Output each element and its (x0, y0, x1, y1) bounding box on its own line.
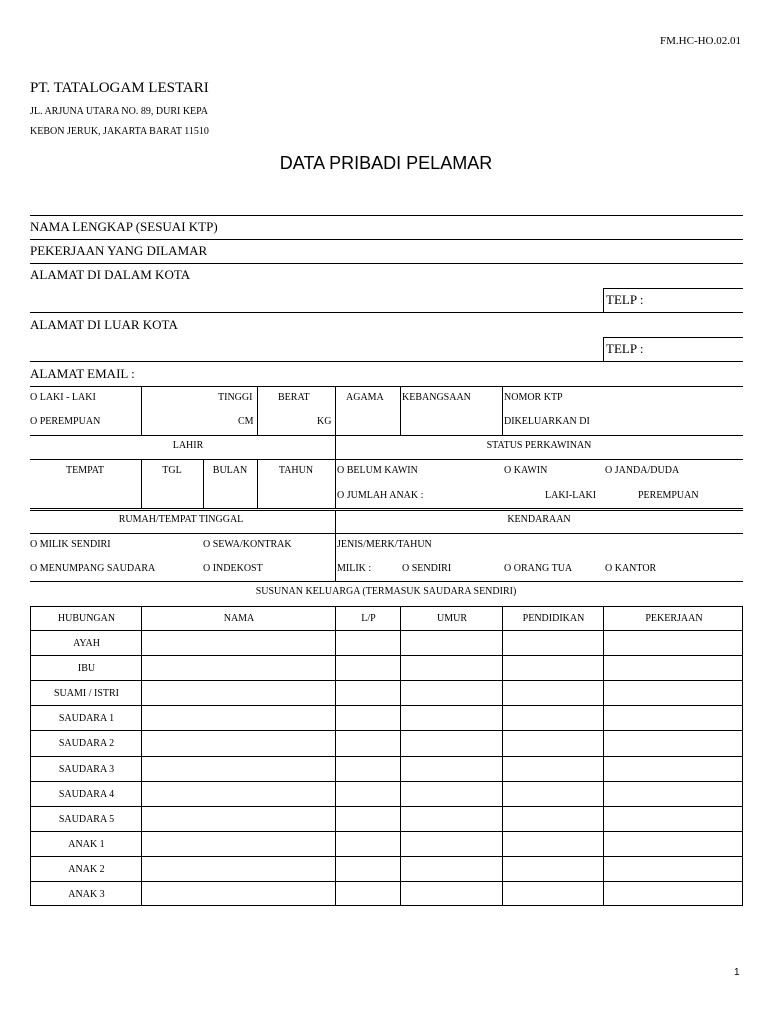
vehicle-office-option[interactable]: O KANTOR (605, 563, 657, 574)
family-table-cell[interactable] (142, 882, 335, 907)
family-table-cell[interactable] (503, 706, 603, 731)
residence-own-option[interactable]: O MILIK SENDIRI (30, 539, 111, 550)
birth-year-label: TAHUN (278, 465, 314, 476)
family-table-cell[interactable] (336, 681, 400, 706)
birth-divider-2 (203, 459, 204, 509)
family-table-cell[interactable] (401, 807, 502, 832)
family-table-cell[interactable] (503, 807, 603, 832)
full-name-label: NAMA LENGKAP (SESUAI KTP) (30, 219, 218, 234)
family-table-cell[interactable] (401, 832, 502, 857)
family-caption: SUSUNAN KELUARGA (TERMASUK SAUDARA SENDIRI) (255, 586, 517, 597)
residence-vehicle-divider (335, 510, 336, 581)
residence-bottom-line (30, 581, 743, 582)
residence-vehicle-subline (30, 533, 743, 534)
family-table-cell[interactable] (604, 656, 743, 681)
personal-bottom-line (30, 435, 743, 436)
family-table (30, 606, 743, 906)
phone-1-top-line (603, 288, 743, 289)
family-table-cell[interactable] (401, 681, 502, 706)
weight-unit: KG (317, 416, 332, 427)
family-table-cell[interactable] (336, 656, 400, 681)
family-table-cell[interactable] (503, 782, 603, 807)
family-row-label: SAUDARA 2 (58, 738, 115, 750)
personal-divider-5 (502, 386, 503, 435)
personal-divider-1 (141, 386, 142, 435)
residence-family-option[interactable]: O MENUMPANG SAUDARA (30, 563, 156, 574)
family-table-cell[interactable] (336, 832, 400, 857)
family-table-cell[interactable] (604, 857, 743, 882)
family-row-label: SUAMI / ISTRI (53, 688, 119, 700)
children-sons-label: LAKI-LAKI (545, 490, 597, 501)
gender-male-option[interactable]: O LAKI - LAKI (30, 392, 96, 403)
family-row-label: SAUDARA 4 (58, 788, 115, 800)
page-number: 1 (734, 967, 740, 978)
family-table-cell[interactable] (401, 631, 502, 656)
family-table-cell[interactable] (503, 656, 603, 681)
family-table-cell[interactable] (401, 757, 502, 782)
family-table-cell[interactable] (336, 782, 400, 807)
family-table-cell[interactable] (336, 857, 400, 882)
family-table-cell[interactable] (401, 656, 502, 681)
family-table-cell[interactable] (336, 807, 400, 832)
religion-label: AGAMA (346, 392, 384, 403)
family-row-label: SAUDARA 5 (58, 813, 115, 825)
family-table-cell[interactable] (142, 857, 335, 882)
vehicle-header: KENDARAAN (507, 514, 571, 525)
family-row-label: SAUDARA 3 (58, 763, 115, 775)
rule-top (30, 215, 743, 216)
family-table-cell[interactable] (142, 782, 335, 807)
birth-bottom-line-a (30, 508, 743, 509)
family-table-cell[interactable] (142, 656, 335, 681)
personal-divider-4 (400, 386, 401, 435)
nationality-label: KEBANGSAAN (402, 392, 471, 403)
family-row-label: ANAK 1 (68, 838, 105, 850)
weight-label: BERAT (278, 392, 310, 403)
family-row-label: AYAH (73, 638, 100, 649)
family-table-cell[interactable] (336, 706, 400, 731)
ktp-number-label: NOMOR KTP (504, 392, 563, 403)
phone-1-divider (603, 288, 604, 312)
company-name: PT. TATALOGAM LESTARI (30, 80, 209, 96)
birth-marital-subline (30, 459, 743, 460)
family-table-cell[interactable] (503, 731, 603, 756)
family-row-label: IBU (77, 663, 96, 675)
family-header-cell: PENDIDIKAN (522, 613, 585, 624)
job-applied-line[interactable] (30, 263, 743, 264)
vehicle-own-option[interactable]: O SENDIRI (402, 563, 452, 574)
job-applied-label: PEKERJAAN YANG DILAMAR (30, 243, 208, 258)
birth-month-label: BULAN (212, 465, 248, 476)
vehicle-type-label: JENIS/MERK/TAHUN (337, 539, 432, 550)
issued-at-label: DIKELUARKAN DI (504, 416, 590, 427)
family-row-label: ANAK 2 (68, 863, 105, 875)
marital-header: STATUS PERKAWINAN (486, 440, 592, 451)
family-table-cell[interactable] (142, 807, 335, 832)
phone-1-label: TELP : (606, 292, 644, 307)
family-row-label: SAUDARA 1 (58, 713, 115, 725)
residence-header: RUMAH/TEMPAT TINGGAL (118, 514, 244, 525)
family-table-cell[interactable] (142, 731, 335, 756)
family-table-cell[interactable] (604, 782, 743, 807)
children-daughters-label: PEREMPUAN (638, 490, 699, 501)
address-in-city-label: ALAMAT DI DALAM KOTA (30, 267, 191, 282)
family-table-cell[interactable] (142, 757, 335, 782)
personal-divider-2 (257, 386, 258, 435)
address-line-2: KEBON JERUK, JAKARTA BARAT 11510 (30, 126, 209, 137)
family-table-cell[interactable] (604, 807, 743, 832)
address-out-city-label: ALAMAT DI LUAR KOTA (30, 317, 178, 332)
family-table-cell[interactable] (503, 882, 603, 907)
marital-single-option[interactable]: O BELUM KAWIN (337, 465, 418, 476)
family-table-cell[interactable] (503, 832, 603, 857)
birth-marital-divider (335, 435, 336, 509)
address-in-city-line[interactable] (30, 312, 743, 313)
family-table-cell[interactable] (142, 706, 335, 731)
family-table-cell[interactable] (401, 882, 502, 907)
family-table-cell[interactable] (503, 631, 603, 656)
family-header-cell: PEKERJAAN (645, 613, 703, 624)
family-table-cell[interactable] (401, 857, 502, 882)
marital-widowed-option[interactable]: O JANDA/DUDA (605, 465, 680, 476)
family-table-cell[interactable] (336, 882, 400, 907)
phone-2-divider (603, 337, 604, 361)
phone-2-label: TELP : (606, 341, 644, 356)
phone-2-top-line (603, 337, 743, 338)
family-table-cell[interactable] (401, 782, 502, 807)
family-table-cell[interactable] (604, 681, 743, 706)
family-table-cell[interactable] (401, 706, 502, 731)
family-header-cell: UMUR (436, 613, 467, 624)
family-table-cell[interactable] (142, 681, 335, 706)
page-title: DATA PRIBADI PELAMAR (279, 153, 493, 173)
email-line[interactable] (30, 386, 743, 387)
family-table-cell[interactable] (142, 832, 335, 857)
residence-boarding-option[interactable]: O INDEKOST (203, 563, 263, 574)
children-count-option[interactable]: O JUMLAH ANAK : (337, 490, 424, 501)
vehicle-parents-option[interactable]: O ORANG TUA (504, 563, 573, 574)
birth-divider-1 (141, 459, 142, 509)
family-table-cell[interactable] (142, 631, 335, 656)
family-table-cell[interactable] (604, 706, 743, 731)
family-table-cell[interactable] (604, 832, 743, 857)
birth-bottom-line-b (30, 510, 743, 511)
family-table-cell[interactable] (503, 757, 603, 782)
family-header-cell: NAMA (223, 613, 255, 624)
form-code: FM.HC-HO.02.01 (660, 35, 741, 47)
family-table-cell[interactable] (336, 757, 400, 782)
personal-divider-3 (335, 386, 336, 435)
family-table-cell[interactable] (604, 631, 743, 656)
address-line-1: JL. ARJUNA UTARA NO. 89, DURI KEPA (30, 106, 209, 117)
family-header-cell: HUBUNGAN (57, 613, 116, 624)
marital-married-option[interactable]: O KAWIN (504, 465, 548, 476)
height-label: TINGGI (218, 392, 253, 403)
residence-rent-option[interactable]: O SEWA/KONTRAK (203, 539, 292, 550)
birth-date-label: TGL (162, 465, 182, 476)
family-table-cell[interactable] (604, 731, 743, 756)
height-unit: CM (238, 416, 254, 427)
family-table-cell[interactable] (336, 731, 400, 756)
gender-female-option[interactable]: O PEREMPUAN (30, 416, 101, 427)
family-table-cell[interactable] (604, 882, 743, 907)
birth-divider-3 (257, 459, 258, 509)
family-header-cell: L/P (361, 613, 376, 624)
family-row-label: ANAK 3 (68, 889, 105, 900)
family-table-cell[interactable] (604, 757, 743, 782)
address-out-city-line[interactable] (30, 361, 743, 362)
family-table-cell[interactable] (401, 731, 502, 756)
birth-place-label: TEMPAT (66, 465, 104, 476)
vehicle-owner-label: MILIK : (337, 563, 372, 574)
full-name-line[interactable] (30, 239, 743, 240)
birth-header: LAHIR (172, 440, 204, 451)
family-table-cell[interactable] (503, 857, 603, 882)
family-table-cell[interactable] (336, 631, 400, 656)
email-label: ALAMAT EMAIL : (30, 366, 135, 381)
family-table-cell[interactable] (503, 681, 603, 706)
